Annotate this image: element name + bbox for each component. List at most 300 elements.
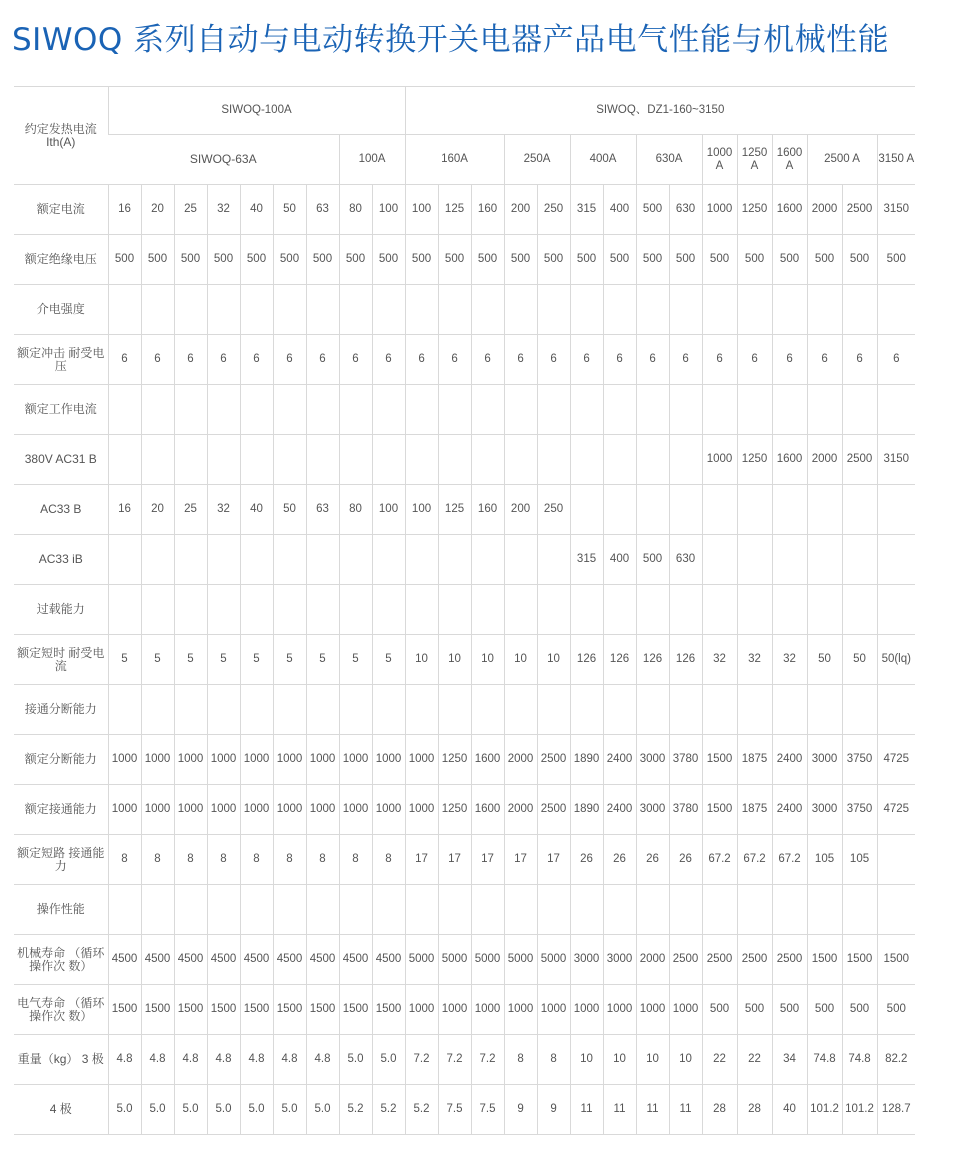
table-cell: 500 — [842, 985, 877, 1035]
table-cell — [669, 285, 702, 335]
table-cell — [636, 885, 669, 935]
table-cell: 8 — [240, 835, 273, 885]
table-cell: 6 — [603, 335, 636, 385]
table-cell — [240, 685, 273, 735]
table-cell: 1000 — [108, 785, 141, 835]
table-cell: 6 — [339, 335, 372, 385]
table-cell — [772, 485, 807, 535]
table-cell — [405, 535, 438, 585]
table-cell: 1000 — [240, 735, 273, 785]
table-cell: 6 — [108, 335, 141, 385]
table-cell: 1500 — [174, 985, 207, 1035]
table-cell: 500 — [737, 985, 772, 1035]
table-cell: 50 — [842, 635, 877, 685]
table-cell — [603, 385, 636, 435]
table-cell: 67.2 — [772, 835, 807, 885]
table-cell — [207, 885, 240, 935]
table-cell: 105 — [807, 835, 842, 885]
table-cell: 3750 — [842, 785, 877, 835]
table-cell — [702, 385, 737, 435]
table-cell: 4.8 — [108, 1035, 141, 1085]
table-cell: 8 — [306, 835, 339, 885]
table-cell: 4725 — [877, 785, 915, 835]
table-cell: 4500 — [207, 935, 240, 985]
table-cell: 6 — [273, 335, 306, 385]
row-label: 额定短路 接通能力 — [14, 835, 108, 885]
table-cell: 10 — [471, 635, 504, 685]
table-cell: 6 — [306, 335, 339, 385]
table-cell — [603, 885, 636, 935]
table-cell: 1500 — [842, 935, 877, 985]
table-cell: 315 — [570, 185, 603, 235]
table-row — [14, 485, 915, 535]
table-cell: 500 — [372, 235, 405, 285]
table-cell: 160 — [471, 485, 504, 535]
table-cell: 5 — [240, 635, 273, 685]
table-cell — [504, 535, 537, 585]
table-cell: 2000 — [504, 785, 537, 835]
table-cell: 4725 — [877, 735, 915, 785]
table-cell: 500 — [807, 985, 842, 1035]
table-cell: 500 — [273, 235, 306, 285]
table-cell — [537, 535, 570, 585]
table-cell: 63 — [306, 485, 339, 535]
table-cell: 500 — [504, 235, 537, 285]
header-row-ratings — [14, 135, 915, 185]
table-cell: 80 — [339, 185, 372, 235]
table-cell: 1500 — [877, 935, 915, 985]
table-cell — [570, 285, 603, 335]
table-cell: 74.8 — [842, 1035, 877, 1085]
table-cell: 2000 — [807, 185, 842, 235]
table-row — [14, 735, 915, 785]
row-label: 过载能力 — [14, 585, 108, 635]
table-cell — [471, 585, 504, 635]
table-cell: 4500 — [108, 935, 141, 985]
table-cell: 1500 — [807, 935, 842, 985]
table-row — [14, 285, 915, 335]
table-cell: 500 — [603, 235, 636, 285]
table-cell — [207, 385, 240, 435]
table-cell — [306, 385, 339, 435]
table-cell — [471, 385, 504, 435]
table-cell: 1500 — [339, 985, 372, 1035]
table-cell: 5000 — [438, 935, 471, 985]
table-cell: 67.2 — [702, 835, 737, 885]
rating-header: 100A — [339, 135, 405, 185]
table-cell: 4500 — [339, 935, 372, 985]
group-header: SIWOQ-100A — [108, 87, 405, 135]
table-cell — [737, 385, 772, 435]
table-cell: 630 — [669, 535, 702, 585]
table-cell: 2500 — [772, 935, 807, 985]
table-cell — [603, 485, 636, 535]
table-cell: 2000 — [636, 935, 669, 985]
table-cell: 5.0 — [207, 1085, 240, 1135]
table-cell: 5.0 — [372, 1035, 405, 1085]
table-cell: 9 — [504, 1085, 537, 1135]
table-cell — [772, 535, 807, 585]
table-cell: 3000 — [807, 785, 842, 835]
table-cell — [702, 285, 737, 335]
table-cell: 11 — [570, 1085, 603, 1135]
table-cell — [772, 285, 807, 335]
table-cell: 5.0 — [273, 1085, 306, 1135]
table-cell: 5.0 — [174, 1085, 207, 1135]
table-cell: 2400 — [603, 735, 636, 785]
table-cell: 1500 — [372, 985, 405, 1035]
table-cell: 1000 — [504, 985, 537, 1035]
table-cell: 1000 — [306, 735, 339, 785]
table-cell: 1500 — [702, 735, 737, 785]
table-cell: 1000 — [339, 735, 372, 785]
table-cell: 5 — [273, 635, 306, 685]
table-cell — [877, 385, 915, 435]
table-cell: 7.2 — [438, 1035, 471, 1085]
row-label: 额定工作电流 — [14, 385, 108, 435]
table-cell: 4.8 — [273, 1035, 306, 1085]
table-row — [14, 335, 915, 385]
table-cell: 1000 — [405, 735, 438, 785]
table-cell — [372, 535, 405, 585]
table-cell — [877, 535, 915, 585]
table-cell — [273, 885, 306, 935]
table-row — [14, 935, 915, 985]
table-cell — [108, 885, 141, 935]
table-cell — [306, 535, 339, 585]
table-cell: 32 — [207, 185, 240, 235]
table-cell — [174, 885, 207, 935]
table-cell: 1000 — [273, 785, 306, 835]
table-cell: 5 — [174, 635, 207, 685]
table-cell: 6 — [772, 335, 807, 385]
table-row — [14, 585, 915, 635]
table-cell: 6 — [207, 335, 240, 385]
table-cell — [141, 285, 174, 335]
table-cell: 1500 — [207, 985, 240, 1035]
table-cell — [372, 885, 405, 935]
table-cell: 250 — [537, 485, 570, 535]
table-cell: 28 — [737, 1085, 772, 1135]
table-cell: 10 — [504, 635, 537, 685]
table-cell: 4500 — [174, 935, 207, 985]
table-cell — [174, 285, 207, 335]
table-cell: 2000 — [504, 735, 537, 785]
table-cell: 26 — [603, 835, 636, 885]
table-cell: 2400 — [772, 785, 807, 835]
table-cell: 1000 — [273, 735, 306, 785]
table-cell — [504, 385, 537, 435]
table-cell: 7.2 — [405, 1035, 438, 1085]
table-row — [14, 1085, 915, 1135]
table-cell: 3750 — [842, 735, 877, 785]
table-cell — [877, 585, 915, 635]
table-cell: 25 — [174, 485, 207, 535]
table-cell — [636, 285, 669, 335]
table-cell: 26 — [636, 835, 669, 885]
table-cell: 11 — [636, 1085, 669, 1135]
table-cell — [438, 585, 471, 635]
table-cell: 500 — [405, 235, 438, 285]
table-cell: 1000 — [570, 985, 603, 1035]
table-row — [14, 185, 915, 235]
table-cell: 126 — [636, 635, 669, 685]
table-cell: 25 — [174, 185, 207, 235]
table-cell — [174, 685, 207, 735]
table-cell: 6 — [669, 335, 702, 385]
table-cell: 1875 — [737, 785, 772, 835]
table-cell — [240, 585, 273, 635]
table-cell: 1875 — [737, 735, 772, 785]
table-cell: 4500 — [372, 935, 405, 985]
table-cell: 10 — [405, 635, 438, 685]
table-cell — [807, 485, 842, 535]
table-cell — [141, 435, 174, 485]
table-cell: 40 — [240, 485, 273, 535]
table-row — [14, 535, 915, 585]
table-cell — [306, 885, 339, 935]
table-cell: 1000 — [174, 735, 207, 785]
table-cell — [842, 535, 877, 585]
table-cell — [405, 435, 438, 485]
table-cell — [339, 585, 372, 635]
table-cell — [570, 885, 603, 935]
table-cell: 9 — [537, 1085, 570, 1135]
table-cell: 6 — [702, 335, 737, 385]
table-cell: 2500 — [537, 735, 570, 785]
table-cell: 500 — [438, 235, 471, 285]
table-cell — [438, 385, 471, 435]
table-row — [14, 435, 915, 485]
table-cell: 500 — [772, 985, 807, 1035]
table-cell — [273, 385, 306, 435]
row-label: 电气寿命 （循环操作次 数） — [14, 985, 108, 1035]
table-cell: 100 — [405, 485, 438, 535]
table-cell — [737, 285, 772, 335]
table-cell: 63 — [306, 185, 339, 235]
table-cell: 1000 — [174, 785, 207, 835]
table-cell: 1600 — [471, 785, 504, 835]
table-cell: 6 — [471, 335, 504, 385]
table-cell: 10 — [603, 1035, 636, 1085]
table-cell — [141, 535, 174, 585]
table-cell: 1000 — [702, 185, 737, 235]
table-cell — [504, 885, 537, 935]
table-cell: 500 — [636, 185, 669, 235]
table-cell — [471, 685, 504, 735]
table-cell — [240, 885, 273, 935]
table-cell: 1000 — [405, 985, 438, 1035]
table-cell — [471, 435, 504, 485]
table-cell: 105 — [842, 835, 877, 885]
table-cell — [339, 435, 372, 485]
table-cell: 2000 — [807, 435, 842, 485]
table-cell: 10 — [636, 1035, 669, 1085]
table-cell — [702, 535, 737, 585]
table-cell — [570, 685, 603, 735]
row-label: 额定电流 — [14, 185, 108, 235]
table-cell: 500 — [471, 235, 504, 285]
table-row — [14, 235, 915, 285]
rating-header: 2500 A — [807, 135, 877, 185]
table-cell — [306, 285, 339, 335]
table-cell: 7.5 — [438, 1085, 471, 1135]
table-cell — [842, 485, 877, 535]
table-cell: 1000 — [702, 435, 737, 485]
table-cell: 5.0 — [141, 1085, 174, 1135]
table-cell: 8 — [174, 835, 207, 885]
table-cell: 500 — [174, 235, 207, 285]
table-cell — [174, 385, 207, 435]
table-cell: 74.8 — [807, 1035, 842, 1085]
table-cell: 200 — [504, 485, 537, 535]
rating-header: 630A — [636, 135, 702, 185]
rating-header: 160A — [405, 135, 504, 185]
table-cell — [372, 385, 405, 435]
table-cell — [636, 385, 669, 435]
table-cell: 1000 — [207, 735, 240, 785]
table-cell — [405, 285, 438, 335]
table-cell: 6 — [636, 335, 669, 385]
table-cell — [669, 385, 702, 435]
table-cell: 400 — [603, 535, 636, 585]
table-cell: 67.2 — [737, 835, 772, 885]
row-label: AC33 B — [14, 485, 108, 535]
row-label: 额定分断能力 — [14, 735, 108, 785]
table-cell: 1000 — [141, 735, 174, 785]
table-cell — [737, 885, 772, 935]
table-cell: 6 — [174, 335, 207, 385]
table-cell — [273, 585, 306, 635]
table-cell: 1600 — [772, 435, 807, 485]
table-cell: 126 — [669, 635, 702, 685]
table-cell — [306, 685, 339, 735]
table-cell: 22 — [737, 1035, 772, 1085]
table-cell — [207, 285, 240, 335]
table-cell: 500 — [306, 235, 339, 285]
row-label: 4 极 — [14, 1085, 108, 1135]
table-cell: 500 — [537, 235, 570, 285]
table-cell — [339, 385, 372, 435]
table-cell: 4500 — [273, 935, 306, 985]
table-cell: 500 — [772, 235, 807, 285]
table-cell: 1000 — [108, 735, 141, 785]
table-cell: 2500 — [842, 185, 877, 235]
table-cell: 500 — [339, 235, 372, 285]
table-cell: 2500 — [669, 935, 702, 985]
table-cell — [772, 585, 807, 635]
table-cell: 4.8 — [306, 1035, 339, 1085]
table-cell: 17 — [504, 835, 537, 885]
table-cell: 1500 — [141, 985, 174, 1035]
table-cell: 16 — [108, 485, 141, 535]
table-cell: 32 — [737, 635, 772, 685]
table-cell — [240, 535, 273, 585]
table-cell — [842, 585, 877, 635]
table-cell: 3000 — [636, 785, 669, 835]
table-cell — [240, 435, 273, 485]
table-cell — [807, 585, 842, 635]
table-cell: 1000 — [372, 735, 405, 785]
table-cell: 40 — [240, 185, 273, 235]
table-cell: 630 — [669, 185, 702, 235]
table-cell: 500 — [570, 235, 603, 285]
table-cell — [603, 585, 636, 635]
table-cell: 500 — [669, 235, 702, 285]
table-cell: 1000 — [372, 785, 405, 835]
table-cell: 2500 — [737, 935, 772, 985]
table-cell — [108, 585, 141, 635]
table-cell — [339, 685, 372, 735]
table-cell — [240, 385, 273, 435]
corner-header: 约定发热电流 Ith(A) — [14, 87, 108, 185]
table-cell — [438, 285, 471, 335]
table-cell: 5000 — [405, 935, 438, 985]
table-cell — [537, 285, 570, 335]
rating-header: 3150 A — [877, 135, 915, 185]
table-cell: 400 — [603, 185, 636, 235]
table-cell: 4500 — [306, 935, 339, 985]
table-cell: 1890 — [570, 735, 603, 785]
table-cell: 5.2 — [372, 1085, 405, 1135]
table-row — [14, 985, 915, 1035]
table-cell: 6 — [141, 335, 174, 385]
table-cell: 8 — [504, 1035, 537, 1085]
table-cell: 1000 — [471, 985, 504, 1035]
table-cell — [306, 585, 339, 635]
rating-header: 1000 A — [702, 135, 737, 185]
table-cell: 100 — [405, 185, 438, 235]
table-cell: 3150 — [877, 185, 915, 235]
table-cell — [603, 685, 636, 735]
table-cell — [877, 285, 915, 335]
table-cell — [471, 535, 504, 585]
table-cell: 50 — [273, 185, 306, 235]
table-cell — [174, 435, 207, 485]
table-cell: 1000 — [636, 985, 669, 1035]
table-cell — [339, 885, 372, 935]
table-cell: 2500 — [702, 935, 737, 985]
table-cell: 500 — [842, 235, 877, 285]
table-cell: 17 — [471, 835, 504, 885]
table-cell: 32 — [772, 635, 807, 685]
table-cell: 11 — [603, 1085, 636, 1135]
rating-header: 1250 A — [737, 135, 772, 185]
table-cell — [504, 285, 537, 335]
table-cell: 1000 — [207, 785, 240, 835]
table-cell: 8 — [207, 835, 240, 885]
table-cell: 126 — [603, 635, 636, 685]
table-cell: 126 — [570, 635, 603, 685]
table-cell — [842, 885, 877, 935]
table-cell — [207, 685, 240, 735]
table-cell — [737, 485, 772, 535]
table-cell: 1000 — [438, 985, 471, 1035]
table-cell — [669, 885, 702, 935]
table-cell: 4500 — [141, 935, 174, 985]
group-header: SIWOQ、DZ1-160~3150 — [405, 87, 915, 135]
table-cell: 1250 — [438, 785, 471, 835]
table-cell: 80 — [339, 485, 372, 535]
row-label: 接通分断能力 — [14, 685, 108, 735]
table-cell — [737, 585, 772, 635]
table-cell — [372, 685, 405, 735]
table-cell — [141, 885, 174, 935]
table-cell: 5 — [108, 635, 141, 685]
row-label: 额定绝缘电压 — [14, 235, 108, 285]
rating-header: 400A — [570, 135, 636, 185]
table-cell: 32 — [702, 635, 737, 685]
